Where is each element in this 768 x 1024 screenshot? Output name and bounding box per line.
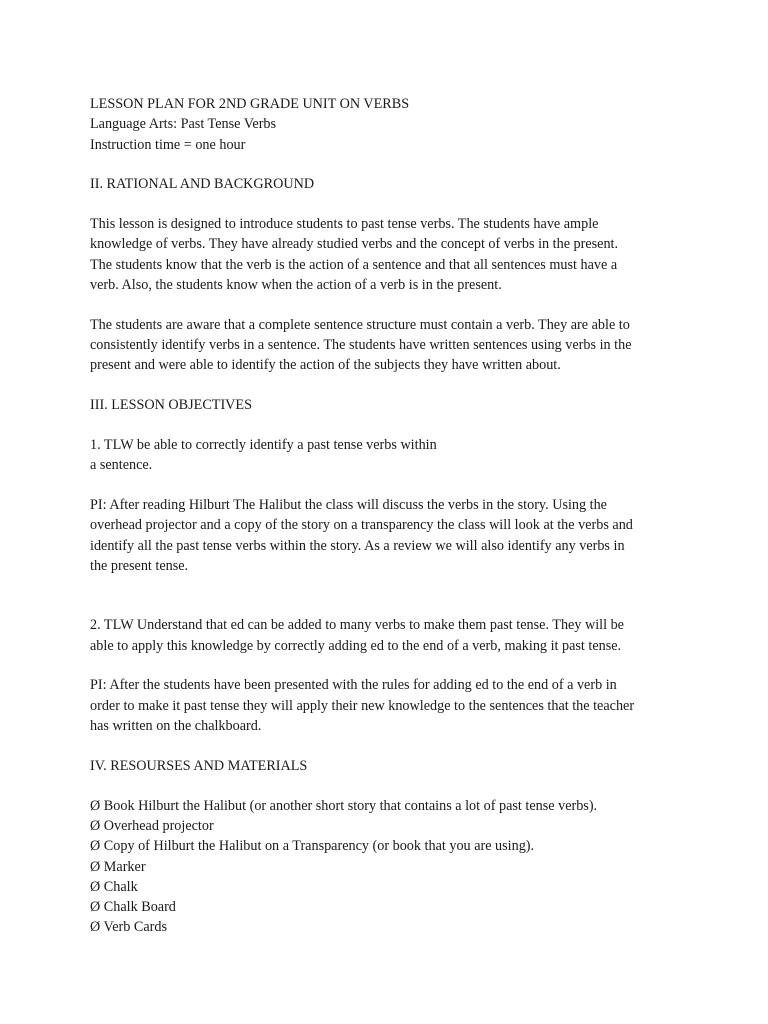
performance-indicator-1 (90, 495, 686, 576)
list-item: Ø Marker (90, 858, 146, 875)
paragraph-line: a sentence. (90, 457, 153, 474)
paragraph-line: This lesson is designed to introduce students to past tense verbs. The students have ample (90, 216, 599, 233)
section-heading: IV. RESOURSES AND MATERIALS (90, 757, 308, 774)
paragraph-line: able to apply this knowledge by correctly adding ed to the end of a verb, making it past tense. (90, 637, 622, 654)
objective-2 (90, 615, 686, 656)
paragraph-line: consistently identify verbs in a sentence. The students have written sentences using verbs in the (90, 337, 632, 354)
paragraph-line: identify all the past tense verbs within the story. As a review we will also identify any verbs in (90, 537, 625, 554)
paragraph-line: present and were able to identify the action of the subjects they have written about. (90, 357, 561, 374)
list-item: Ø Copy of Hilburt the Halibut on a Transparency (or book that you are using). (90, 838, 535, 855)
rationale-paragraph-1 (90, 214, 686, 295)
paragraph-line: knowledge of verbs. They have already studied verbs and the concept of verbs in the present. (90, 236, 619, 253)
paragraph-line: has written on the chalkboard. (90, 718, 262, 735)
section-heading: III. LESSON OBJECTIVES (90, 397, 252, 414)
section-heading: II. RATIONAL AND BACKGROUND (90, 176, 315, 193)
header-block (90, 94, 686, 155)
paragraph-line: verb. Also, the students know when the action of a verb is in the present. (90, 277, 502, 294)
document-page (90, 94, 686, 938)
list-item: Ø Overhead projector (90, 817, 214, 834)
paragraph-line: order to make it past tense they will apply their new knowledge to the sentences that the teacher (90, 697, 635, 714)
paragraph-line: overhead projector and a copy of the story on a transparency the class will look at the verbs and (90, 517, 633, 534)
document-title: LESSON PLAN FOR 2ND GRADE UNIT ON VERBS (90, 96, 410, 112)
section-2-heading-block (90, 174, 686, 194)
section-3-heading-block (90, 395, 686, 415)
list-item: Ø Verb Cards (90, 919, 167, 936)
paragraph-line: The students are aware that a complete sentence structure must contain a verb. They are able to (90, 316, 630, 333)
paragraph-line: The students know that the verb is the action of a sentence and that all sentences must have a (90, 256, 618, 273)
list-item: Ø Chalk (90, 878, 138, 895)
section-4-heading-block (90, 756, 686, 776)
list-item: Ø Chalk Board (90, 899, 176, 916)
paragraph-line: the present tense. (90, 558, 189, 575)
instruction-time: Instruction time = one hour (90, 136, 246, 153)
paragraph-line: PI: After reading Hilburt The Halibut the class will discuss the verbs in the story. Using the (90, 497, 607, 514)
paragraph-line: 1. TLW be able to correctly identify a past tense verbs within (90, 437, 437, 454)
list-item: Ø Book Hilburt the Halibut (or another short story that contains a lot of past tense verbs). (90, 797, 598, 814)
materials-list (90, 796, 686, 938)
paragraph-line: PI: After the students have been presented with the rules for adding ed to the end of a verb in (90, 677, 617, 694)
performance-indicator-2 (90, 675, 686, 736)
rationale-paragraph-2 (90, 315, 686, 376)
objective-1 (90, 435, 686, 476)
paragraph-line: 2. TLW Understand that ed can be added to many verbs to make them past tense. They will be (90, 617, 624, 634)
document-subject: Language Arts: Past Tense Verbs (90, 116, 277, 133)
